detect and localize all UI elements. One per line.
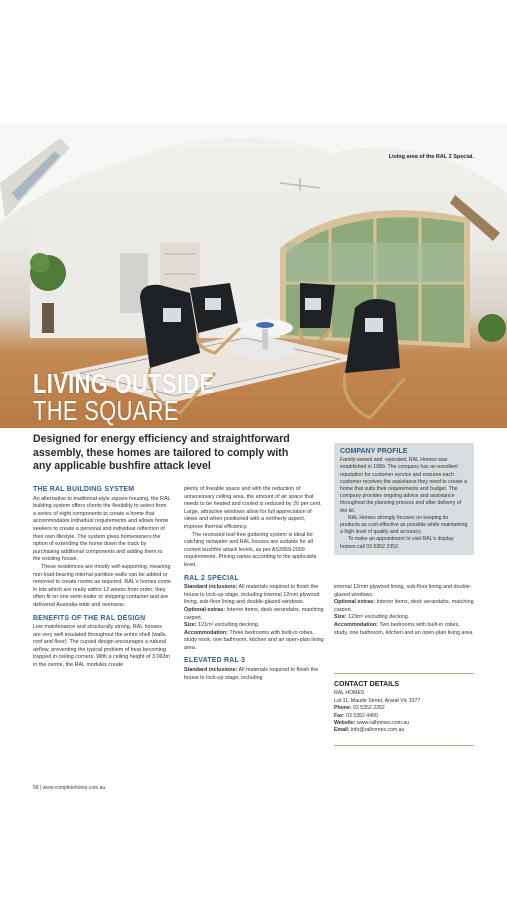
paragraph: The recessed leaf-free guttering system is ideal for catching rainwater and RAL houses are suitable for all current bushfire attack levels, as per AS3959-2009 requirements. Pricing varies according to the applicable level. <box>184 531 317 568</box>
contact-phone: Phone: 03 5352 2352 <box>334 705 385 712</box>
company-profile-box <box>334 443 474 555</box>
photo-caption: Living area of the RAL 2 Special. <box>388 154 474 160</box>
contact-website[interactable]: Website: www.ralhomes.com.au <box>334 720 410 727</box>
divider <box>334 673 474 674</box>
profile-paragraph: RAL Homes strongly focuses on keeping its products as cost-effective as possible while maintaining a high level of quality and accuracy. <box>340 514 468 536</box>
spec-accommodation: Accommodation: Three bedrooms with built-in robes, study nook, one bathroom, kitchen and an open-plan living area. <box>184 629 324 651</box>
paragraph: These residences are mostly self-supporting, meaning non-load-bearing internal partition walls can be added or removed to create rooms as required. RAL's homes come in kits which are ready within 12 weeks from order; they often fit on one semi-trailer or shipping container and are delivered Australia-wide and overseas. <box>33 563 171 608</box>
section-heading: THE RAL BUILDING SYSTEM <box>33 486 135 493</box>
text-column-1 <box>33 486 171 670</box>
contact-address: Lot 11, Maude Street, Ararat Vic 3377 <box>334 697 421 704</box>
spec-size: Size: 123m² excluding decking. <box>334 614 410 621</box>
paragraph: An alternative to traditional-style square housing, the RAL building system offers clients the flexibility to select from a series of eight components to create a home that accommodates individual requirements and allows home seekers to create a personal and individual reflection of their own lifestyle. The system gives homeowners the option of extending the home down the track by purchasing additional components and adding them to the existing house. <box>33 495 171 563</box>
text-column-3 <box>334 584 474 637</box>
contact-company: RAL HOMES <box>334 690 365 697</box>
spec-optional: Optional extras: Interior items, deck verandahs, matching carport. <box>184 606 324 621</box>
contact-details <box>334 681 474 735</box>
profile-paragraph: Family-owned and -operated, RAL Homes was established in 1989. The company has an excellent reputation for customer service and ensures each customer receives the assistance they need to create a home that suits their requirements and budget. The company provides ongoing advice and assistance throughout the planning process and after delivery of the kit. <box>340 457 467 514</box>
text-column-2 <box>184 486 324 682</box>
spec-optional: Optional extras: Interior items, deck verandahs, matching carport. <box>334 599 474 613</box>
section-heading: ELEVATED RAL 3 <box>184 657 246 665</box>
contact-heading: CONTACT DETAILS <box>334 681 400 688</box>
section-heading: RAL 2 SPECIAL <box>184 574 239 582</box>
contact-fax: Fax: 03 5352 4400 <box>334 712 378 719</box>
spec-standard: Standard inclusions: All materials required to finish the house to lock-up stage, including <box>184 667 319 681</box>
article-title-line2: THE SQUARE <box>33 395 179 426</box>
spec-accommodation: Accommodation: Two bedrooms with built-in robes, study, one bathroom, kitchen and an open-plan living area. <box>334 621 474 636</box>
divider <box>334 745 474 746</box>
paragraph: Low maintenance and structurally strong, RAL houses are very well insulated throughout the entire shell (walls, roof and floor). The curved design encourages a natural airflow, preventing the typical problem of heat becoming trapped in ceiling corners. With a ceiling height of 3.063m in the centre, the RAL modules create <box>33 624 170 669</box>
paragraph: plenty of liveable space and with the reduction of unnecessary ceiling area, the amount of air space that needs to be heated and cooled is reduced by 20 per cent. Large, attractive windows allow for full appreciation of views and when positioned with a northerly aspect, improve thermal efficiency. <box>184 486 322 530</box>
profile-heading: COMPANY PROFILE <box>340 448 408 455</box>
spec-standard: Standard inclusions: All materials required to finish the house to lock-up stage, including internal 12mm plywood lining, sub-floor lining and double-glazed windows. <box>184 584 320 606</box>
contact-email[interactable]: Email: info@ralhomes.com.au <box>334 727 405 734</box>
profile-paragraph: To make an appointment to visit RAL's display homes call 03 5352 2352. <box>340 536 454 550</box>
article-standfirst: Designed for energy efficiency and straightforward assembly, these homes are tailored to comply with any applicable bushfire attack level <box>33 433 290 472</box>
paragraph: internal 12mm plywood lining, sub-floor lining and double-glazed windows. <box>334 584 472 598</box>
article-title-line1: LIVING OUTSIDE <box>33 368 215 399</box>
page-footer: 58 | www.completehome.com.au <box>33 785 106 791</box>
spec-size: Size: 121m² excluding decking. <box>184 622 260 629</box>
section-heading: BENEFITS OF THE RAL DESIGN <box>33 614 146 622</box>
